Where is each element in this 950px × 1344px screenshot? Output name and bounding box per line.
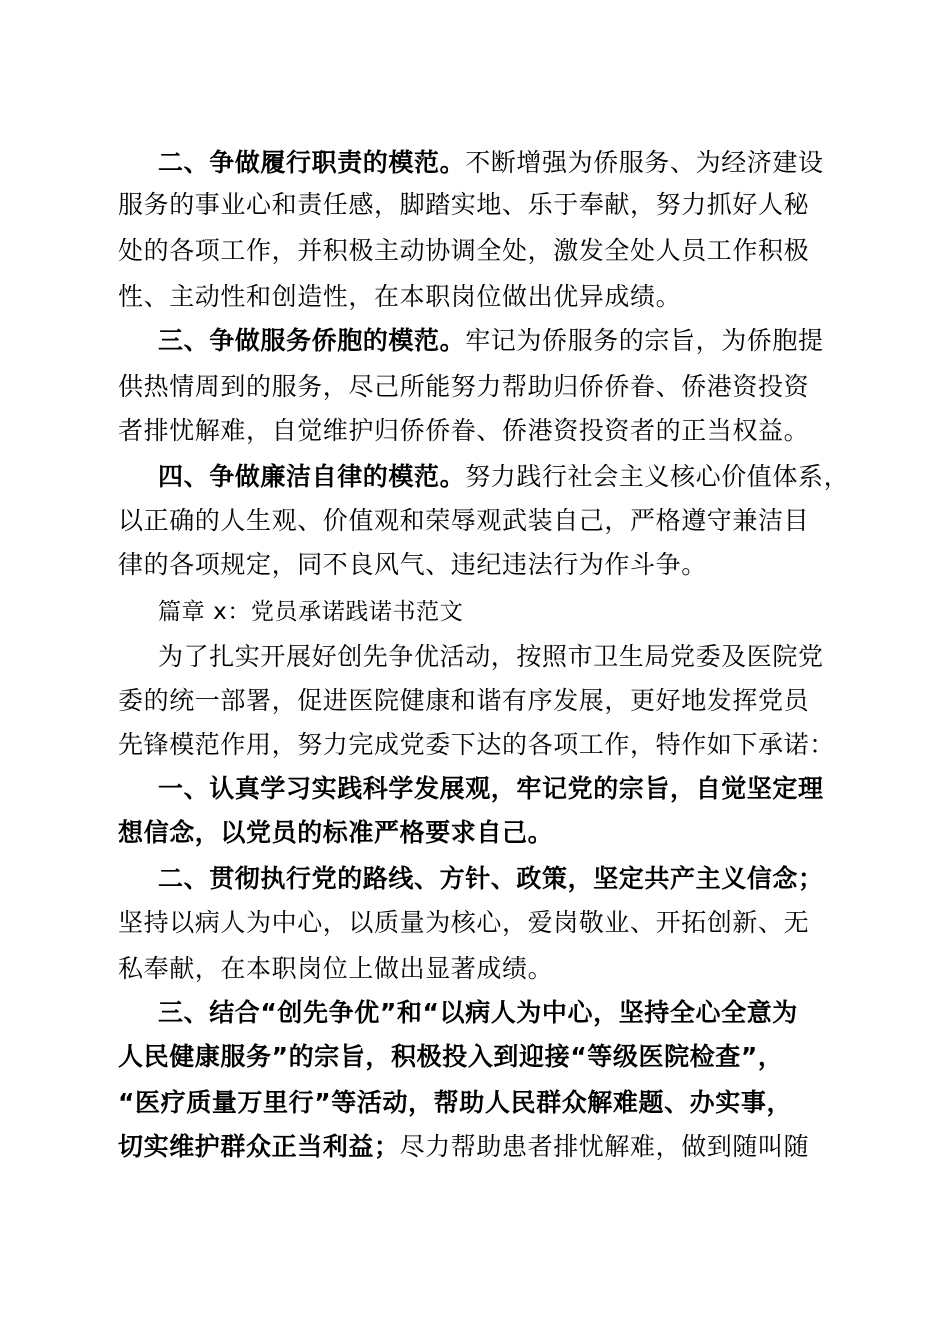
text-line [158,774,824,804]
line-text: 尽力帮助患者排忧解难，做到随叫随 [399,1132,810,1161]
text-line [118,908,809,938]
section-title [158,597,463,627]
bold-heading: 三、结合“创先争优”和“以病人为中心，坚持全心全意为 [158,998,798,1027]
line-text: 私奉献，在本职岗位上做出显著成绩。 [118,954,554,983]
bold-heading: 人民健康服务”的宗旨，积极投入到迎接“等级医院检查”， [118,1042,784,1071]
line-text: 不断增强为侨服务、为经济建设 [465,148,824,177]
text-line [118,190,809,220]
bold-heading: 一、认真学习实践科学发展观，牢记党的宗旨，自觉坚定理 [158,774,824,803]
line-text: 律的各项规定，同不良风气、违纪违法行为作斗争。 [118,550,707,579]
line-text: 牢记为侨服务的宗旨，为侨胞提 [465,326,824,355]
bold-heading: 二、争做履行职责的模范。 [158,148,466,177]
text-line [118,416,809,446]
line-text: 性、主动性和创造性，在本职岗位做出优异成绩。 [118,282,682,311]
text-line [158,998,798,1028]
text-line [118,506,809,536]
bold-heading: 二、贯彻执行党的路线、方针、政策，坚定共产主义信念； [158,864,824,893]
bold-heading: “医疗质量万里行”等活动，帮助人民群众解难题、办实事， [118,1088,793,1117]
line-text: 委的统一部署，促进医院健康和谐有序发展，更好地发挥党员 [118,686,810,715]
bold-heading: 四、争做廉洁自律的模范。 [158,462,466,491]
text-line [118,1042,784,1072]
text-line [158,326,824,356]
text-line [118,686,809,716]
line-text: 先锋模范作用，努力完成党委下达的各项工作，特作如下承诺： [118,730,835,759]
text-line [118,282,681,312]
text-line [158,864,824,894]
text-line [118,818,553,848]
text-line [158,462,849,492]
line-text: 篇章 x：党员承诺践诺书范文 [158,599,464,625]
bold-heading: 切实维护群众正当利益； [118,1132,400,1161]
bold-heading: 三、争做服务侨胞的模范。 [158,326,466,355]
text-line [118,372,809,402]
text-line [118,954,553,984]
text-line [118,730,835,760]
text-line [118,550,707,580]
text-line [158,148,824,178]
bold-heading: 想信念，以党员的标准严格要求自己。 [118,818,554,847]
line-text: 为了扎实开展好创先争优活动，按照市卫生局党委及医院党 [158,642,824,671]
line-text: 努力践行社会主义核心价值体系， [465,462,850,491]
text-line [158,642,824,672]
line-text: 以正确的人生观、价值观和荣辱观武装自己，严格遵守兼洁目 [118,506,810,535]
line-text: 服务的事业心和责任感，脚踏实地、乐于奉献，努力抓好人秘 [118,190,810,219]
text-line [118,1132,809,1162]
line-text: 处的各项工作，并积极主动协调全处，激发全处人员工作积极 [118,236,810,265]
line-text: 者排忧解难，自觉维护归侨侨眷、侨港资投资者的正当权益。 [118,416,810,445]
text-line [118,1088,792,1118]
text-line [118,236,809,266]
line-text: 供热情周到的服务，尽己所能努力帮助归侨侨眷、侨港资投资 [118,372,810,401]
line-text: 坚持以病人为中心，以质量为核心，爱岗敬业、开拓创新、无 [118,908,810,937]
